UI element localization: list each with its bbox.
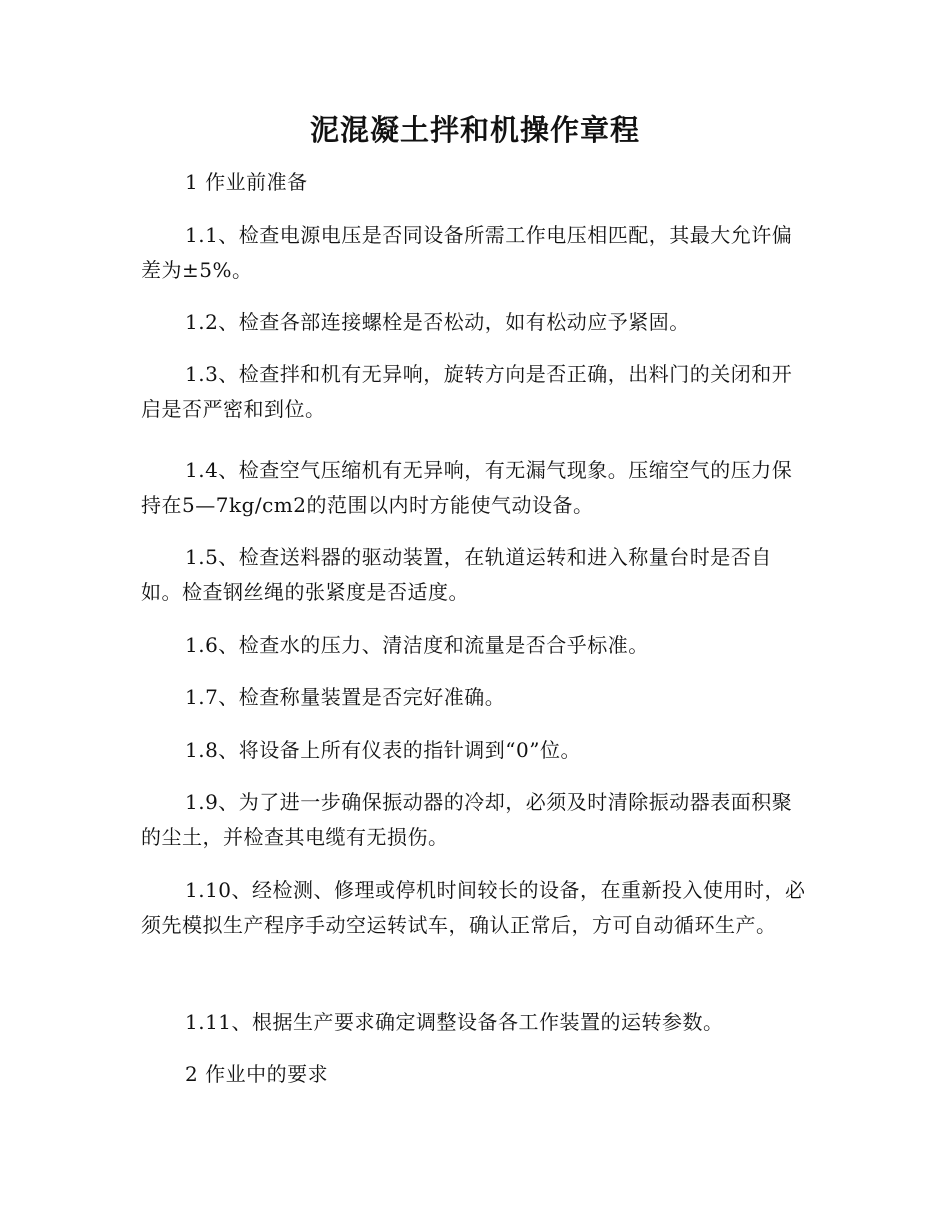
document-title: 泥混凝土拌和机操作章程 xyxy=(309,113,640,147)
section-heading-1: 1 作业前准备 xyxy=(185,170,308,194)
paragraph-1-7: 1.7、检查称量装置是否完好准确。 xyxy=(185,685,506,709)
paragraph-1-6: 1.6、检查水的压力、清洁度和流量是否合乎标准。 xyxy=(185,633,649,657)
paragraph-1-4: 1.4、检查空气压缩机有无异响，有无漏气现象。压缩空气的压力保持在5—7kg/cm2的范围以内时方能使气动设备。 xyxy=(141,458,793,517)
paragraph-1-1: 1.1、检查电源电压是否同设备所需工作电压相匹配，其最大允许偏差为±5%。 xyxy=(141,223,793,282)
paragraph-1-9: 1.9、为了进一步确保振动器的冷却，必须及时清除振动器表面积聚的尘土，并检查其电缆有无损伤。 xyxy=(141,790,793,849)
paragraph-1-8: 1.8、将设备上所有仪表的指针调到“0”位。 xyxy=(185,738,581,762)
paragraph-1-11: 1.11、根据生产要求确定调整设备各工作装置的运转参数。 xyxy=(185,1010,724,1034)
paragraph-1-5: 1.5、检查送料器的驱动装置，在轨道运转和进入称量台时是否自如。检查钢丝绳的张紧度是否适度。 xyxy=(141,545,772,604)
paragraph-1-10: 1.10、经检测、修理或停机时间较长的设备，在重新投入使用时，必须先模拟生产程序手动空运转试车，确认正常后，方可自动循环生产。 xyxy=(141,878,806,937)
paragraph-1-3: 1.3、检查拌和机有无异响，旋转方向是否正确，出料门的关闭和开启是否严密和到位。 xyxy=(141,362,793,421)
section-heading-2: 2 作业中的要求 xyxy=(185,1062,329,1086)
paragraph-1-2: 1.2、检查各部连接螺栓是否松动，如有松动应予紧固。 xyxy=(185,310,690,334)
